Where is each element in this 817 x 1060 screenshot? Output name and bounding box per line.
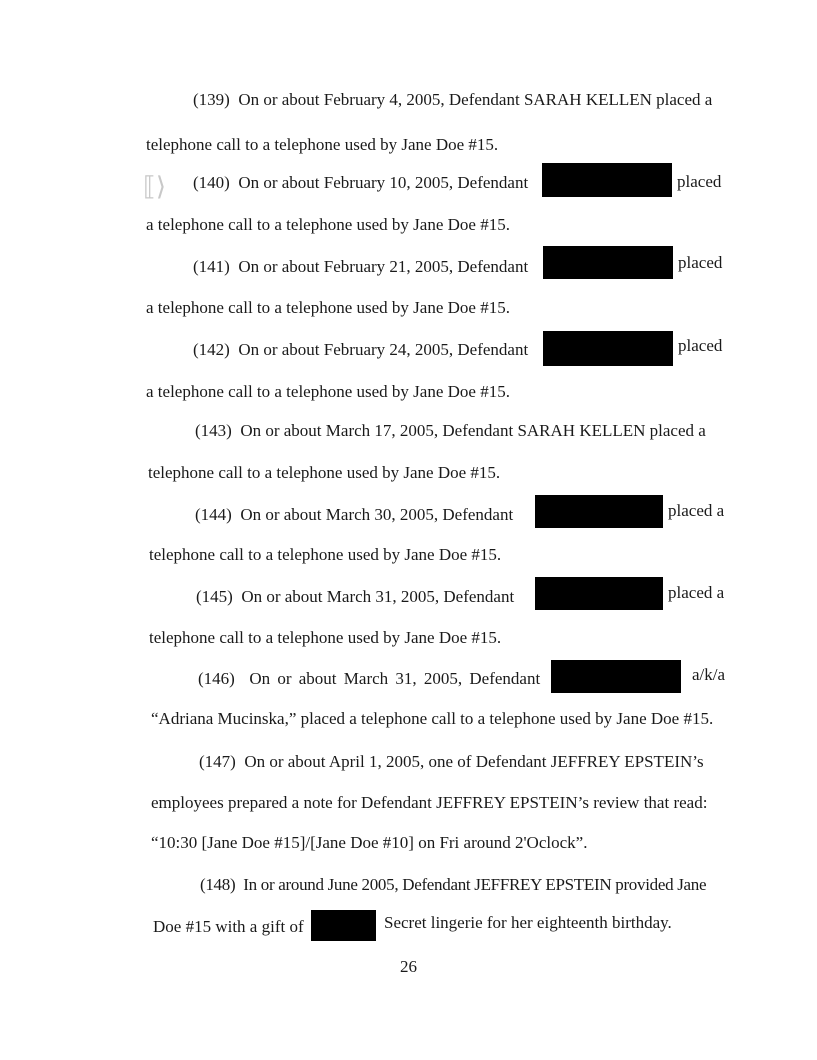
para-text: In or around June 2005, Defendant JEFFREY EPSTEIN provided Jane <box>243 875 707 894</box>
para-140-line-1 <box>193 173 528 193</box>
para-tail: placed <box>678 253 723 272</box>
redaction-box <box>311 910 376 941</box>
para-tail: placed a <box>668 501 725 520</box>
para-number: (139) <box>193 90 230 109</box>
redaction-box <box>535 577 663 610</box>
para-text: On or about February 4, 2005, Defendant SARAH KELLEN placed a <box>238 90 713 109</box>
para-text: On or about March 31, 2005, Defendant <box>241 587 515 606</box>
para-139-line-2: telephone call to a telephone used by Jane Doe #15. <box>146 135 499 154</box>
para-number: (140) <box>193 173 230 192</box>
para-text: On or about February 21, 2005, Defendant <box>238 257 529 276</box>
para-141-line-1 <box>193 257 528 277</box>
para-text: On or about February 10, 2005, Defendant <box>238 173 529 192</box>
para-number: (146) <box>198 669 235 688</box>
para-number: (145) <box>196 587 233 606</box>
redaction-box <box>535 495 663 528</box>
para-144-line-2: telephone call to a telephone used by Jane Doe #15. <box>149 545 502 564</box>
para-148-line-1 <box>200 875 706 895</box>
para-148-line-2a: Doe #15 with a gift of <box>153 917 304 936</box>
para-text: On or about March 31, 2005, Defendant <box>249 669 541 688</box>
para-148-line-2b: Secret lingerie for her eighteenth birthday. <box>384 913 672 932</box>
para-text: On or about April 1, 2005, one of Defendant JEFFREY EPSTEIN’s <box>244 752 704 771</box>
para-tail: placed a <box>668 583 725 602</box>
para-147-line-3: “10:30 [Jane Doe #15]/[Jane Doe #10] on Fri around 2'Oclock”. <box>151 833 588 852</box>
redaction-box <box>543 331 673 366</box>
para-145-line-2: telephone call to a telephone used by Jane Doe #15. <box>149 628 502 647</box>
para-144-line-1 <box>195 505 513 525</box>
para-number: (142) <box>193 340 230 359</box>
para-142-line-2: a telephone call to a telephone used by Jane Doe #15. <box>146 382 510 401</box>
para-143-line-2: telephone call to a telephone used by Jane Doe #15. <box>148 463 501 482</box>
para-number: (144) <box>195 505 232 524</box>
para-text: On or about February 24, 2005, Defendant <box>238 340 529 359</box>
para-text: On or about March 17, 2005, Defendant SARAH KELLEN placed a <box>240 421 706 440</box>
para-number: (143) <box>195 421 232 440</box>
para-145-line-1 <box>196 587 514 607</box>
para-text: On or about March 30, 2005, Defendant <box>240 505 514 524</box>
para-146-line-2: “Adriana Mucinska,” placed a telephone call to a telephone used by Jane Doe #15. <box>151 709 714 728</box>
para-147-line-2: employees prepared a note for Defendant JEFFREY EPSTEIN’s review that read: <box>151 793 708 812</box>
redaction-box <box>542 163 672 197</box>
para-tail: placed <box>678 336 723 355</box>
para-141-line-2: a telephone call to a telephone used by Jane Doe #15. <box>146 298 510 317</box>
para-tail: a/k/a <box>692 665 726 684</box>
para-146-line-1 <box>198 669 540 689</box>
para-number: (141) <box>193 257 230 276</box>
para-143-line-1 <box>195 421 706 441</box>
para-140-line-2: a telephone call to a telephone used by Jane Doe #15. <box>146 215 510 234</box>
redaction-box <box>543 246 673 279</box>
page-number: 26 <box>400 957 417 976</box>
para-number: (147) <box>199 752 236 771</box>
para-142-line-1 <box>193 340 528 360</box>
para-139-line-1 <box>193 90 712 110</box>
para-number: (148) <box>200 875 236 894</box>
para-147-line-1 <box>199 752 704 772</box>
redaction-box <box>551 660 681 693</box>
scan-smudge-mark: ⟦⟩ <box>143 172 167 202</box>
para-tail: placed <box>677 172 722 191</box>
